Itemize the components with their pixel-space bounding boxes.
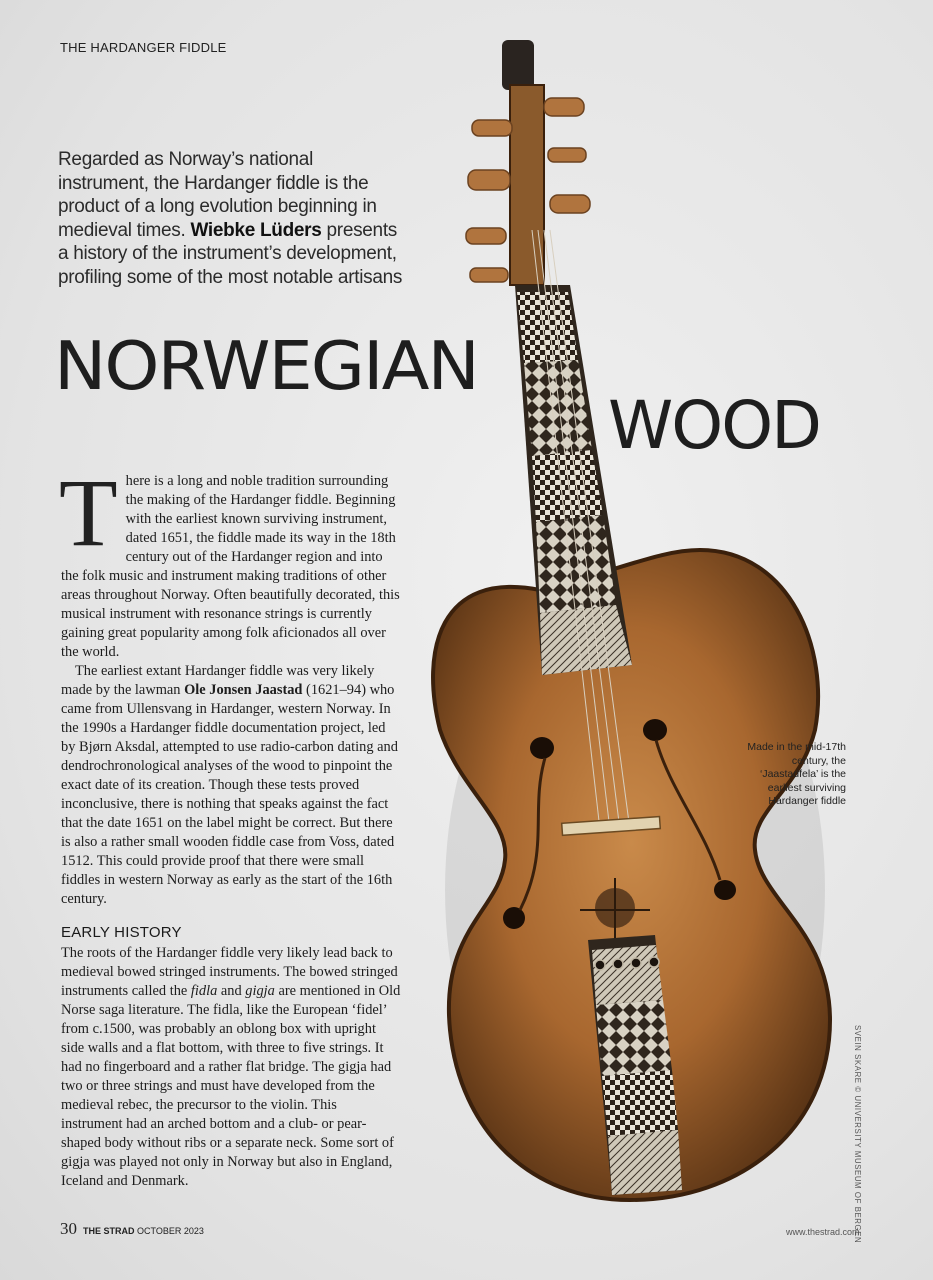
maker-name: Ole Jonsen Jaastad (184, 682, 303, 698)
paragraph-3-and: and (217, 983, 246, 999)
term-fidla: fidla (190, 983, 218, 999)
paragraph-2-text-a: The earliest extant Hardanger fiddle was very likely made by the lawman (61, 663, 375, 698)
section-label: THE HARDANGER FIDDLE (60, 40, 227, 55)
paragraph-2 (61, 662, 401, 909)
magazine-name: THE STRAD (83, 1226, 135, 1236)
headline-word-2: WOOD (608, 387, 820, 464)
footer-left (60, 1219, 204, 1239)
standfirst (58, 148, 408, 289)
subheading-early-history: EARLY HISTORY (61, 924, 182, 941)
headline-word-1: NORWEGIAN (54, 327, 478, 405)
standfirst-text-after: presents a history of the instrument’s development, profiling some of the most notable artisans (58, 219, 403, 288)
term-gigja: gigja (245, 983, 275, 999)
photo-credit: SVEIN SKARE © UNIVERSITY MUSEUM OF BERGEN (853, 1025, 862, 1244)
photo-caption: Made in the mid-17th century, the ‘Jaastadfela’ is the earliest surviving Hardanger fiddle (747, 741, 846, 807)
paragraph-3 (61, 944, 401, 1191)
paragraph-3-text-a: The roots of the Hardanger fiddle very likely lead back to medieval bowed stringed instruments. The bowed stringed instruments called the (61, 945, 398, 999)
website-url: www.thestrad.com (786, 1227, 860, 1237)
article-body (59, 459, 401, 1191)
paragraph-1 (59, 459, 401, 662)
standfirst-text-before: Regarded as Norway’s national instrument, the Hardanger fiddle is the product of a long evolution beginning in medieval times. (58, 149, 377, 241)
fiddle-illustration (420, 30, 860, 1230)
drop-cap: T (59, 459, 118, 566)
paragraph-3-text-b: are mentioned in Old Norse saga literature. The fidla, like the European ‘fidel’ from c.1500, was probably an oblong box with upright side walls and a flat bottom, with three to five strings. It had no fingerboard and a rather flat bridge. The gigja had two or three strings and must have developed from the medieval rebec, the precursor to the violin. This instrument had an arched bottom and a club- or pear-shaped body without ribs or a separate neck. Some sort of gigja was played not only in Norway but also in England, Iceland and Denmark. (61, 983, 401, 1189)
paragraph-2-text-b: (1621–94) who came from Ullensvang in Hardanger, western Norway. In the 1990s a Hardanger fiddle documentation project, led by Bjørn Aksdal, attempted to use radio-carbon dating and dendrochronological analyses of the wood to pinpoint the exact date of its creation. Though these tests proved inconclusive, there is nothing that speaks against the fact that the date 1651 on the label might be correct. But there is also a rather small wooden fiddle case from Voss, dated 1512. This could provide proof that there were small fiddles in western Norway as early as the start of the 16th century. (61, 682, 398, 907)
issue-date: OCTOBER 2023 (137, 1226, 204, 1236)
page-number: 30 (60, 1219, 77, 1238)
author-name: Wiebke Lüders (190, 219, 322, 241)
hardanger-fiddle-photo (420, 30, 860, 1230)
paragraph-1-text: here is a long and noble tradition surrounding the making of the Hardanger fiddle. Beginning with the earliest known surviving instrument, dated 1651, the fiddle made its way in the 18th century out of the Hardanger region and into the folk music and instrument making traditions of other areas throughout Norway. Often beautifully decorated, this musical instrument with resonance strings is currently gaining great popularity among folk aficionados all over the world. (61, 473, 400, 660)
